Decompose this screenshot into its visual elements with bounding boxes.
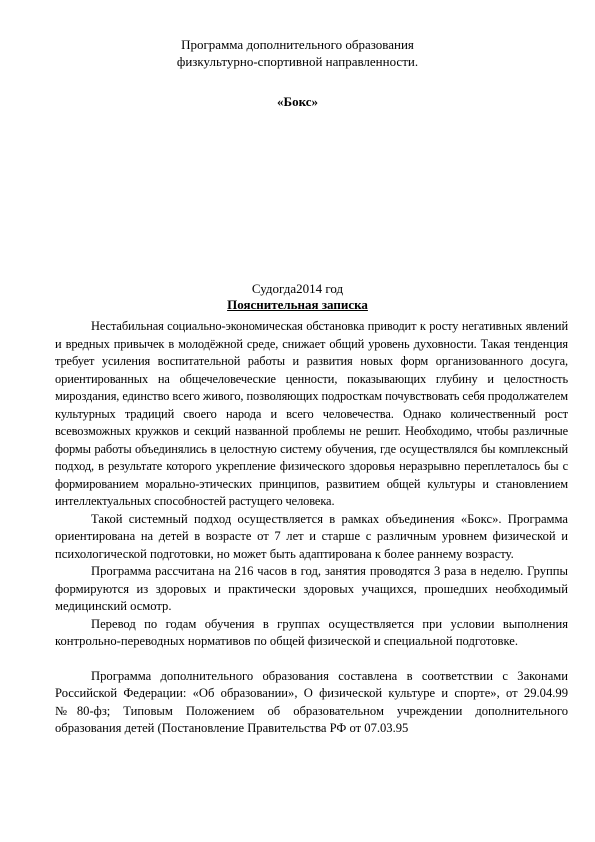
paragraph-system-approach: Такой системный подход осуществляется в рамках объединения «Бокс». Программа ориентирована на детей в возрасте от 7 лет и старше с различным уровнем физической и психологической подготовки, но может быть адаптирована к более раннему возрасту. <box>55 511 568 561</box>
paragraph-hours: Программа рассчитана на 216 часов в год, занятия проводятся 3 раза в неделю. Группы формируются из здоровых и практически здоровых учащихся, прошедших необходимый медицинский осмотр. <box>55 564 568 613</box>
program-title-line-2: физкультурно-спортивной направленности. <box>176 54 419 69</box>
body-text <box>55 318 568 738</box>
place-year: Судогда2014 год <box>251 281 344 296</box>
section-heading: Пояснительная записка <box>227 297 368 312</box>
paragraph-transfer: Перевод по годам обучения в группах осуществляется при условии выполнения контрольно-переводных нормативов по общей физической и специальной подготовке. <box>55 616 568 648</box>
program-title-line-1: Программа дополнительного образования <box>181 37 414 52</box>
paragraph-intro: Нестабильная социально-экономическая обстановка приводит к росту негативных явлений и вредных привычек в молодёжной среде, снижает общий уровень духовности. Такая тенденция требует усиления воспитательной работы и развития новых форм организованного досуга, ориентированных на общечеловеческие ценности, показывающих глубину и целостность мироздания, единство всего живого, позволяющих подросткам почувствовать себя продолжателем культурных традиций своего народа и всего человечества. Однако количественный рост всевозможных кружков и секций названной проблемы не решит. Необходимо, чтобы различные формы работы объединялись в целостную систему обучения, где осуществлялся бы комплексный подход, в результате которого укрепление физического здоровья неразрывно переплеталось бы с формированием морально-этических принципов, развитием общей культуры и становлением интеллектуальных способностей растущего человека. <box>55 319 568 508</box>
course-name: «Бокс» <box>276 94 319 109</box>
program-title <box>0 36 595 70</box>
paragraph-legal-basis: Программа дополнительного образования составлена в соответствии с Законами Российской Федерации: «Об образовании», О физической культуре и спорте», от 29.04.99 №80-фз; Типовым Положением об образовательном учреждении дополнительного образования детей (Постановление Правительства РФ от 07.03.95 <box>55 668 568 735</box>
